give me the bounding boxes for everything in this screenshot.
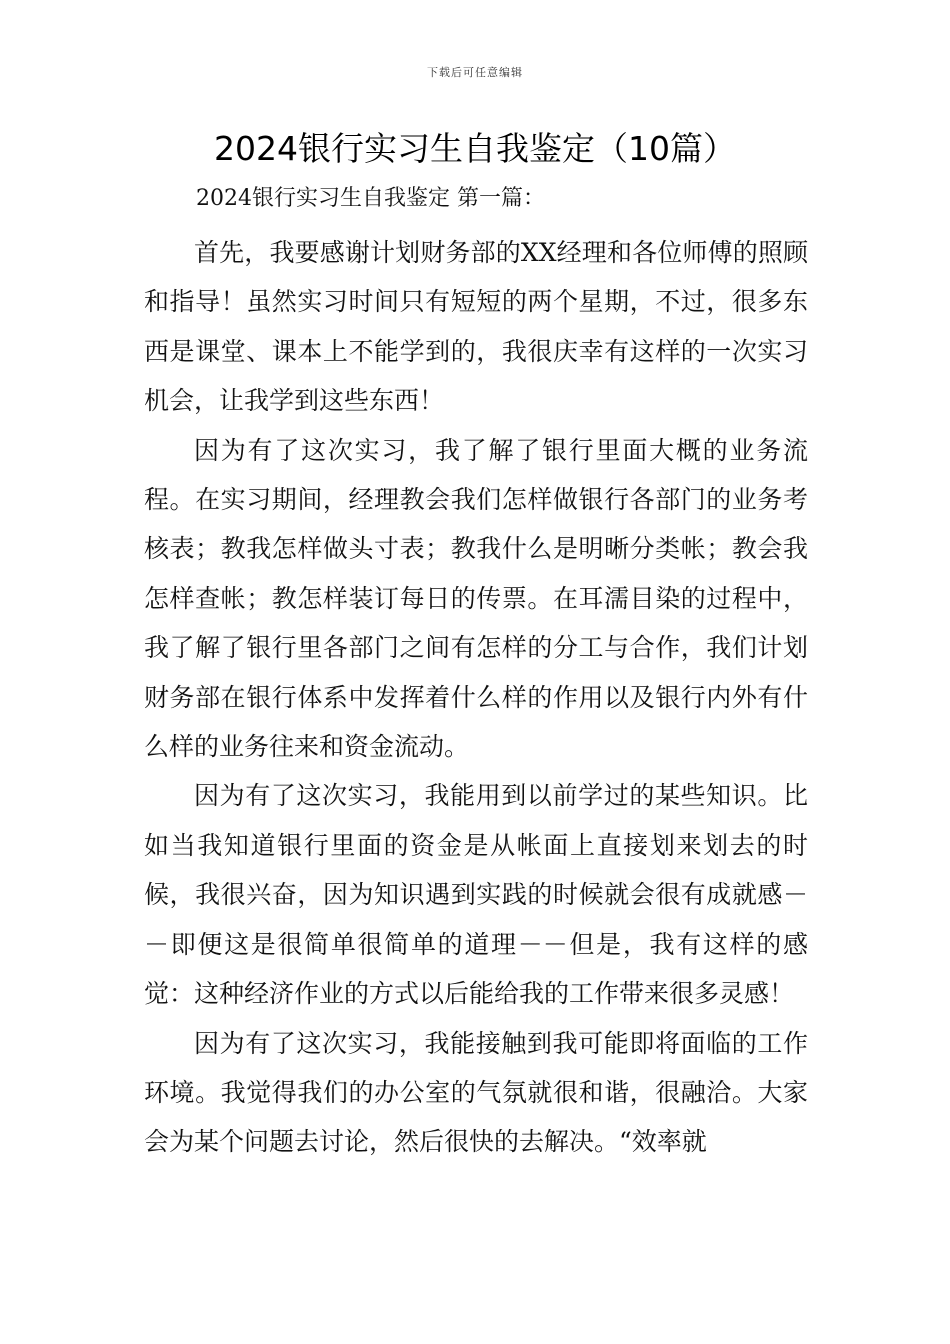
document-body	[144, 228, 808, 1167]
section-heading: 2024银行实习生自我鉴定 第一篇：	[196, 186, 545, 211]
document-title: 2024银行实习生自我鉴定（10篇）	[214, 129, 736, 168]
paragraph: 因为有了这次实习，我能接触到我可能即将面临的工作环境。我觉得我们的办公室的气氛就很和谐，很融洽。大家会为某个问题去讨论，然后很快的去解决。“效率就	[144, 1028, 808, 1157]
paragraph: 首先，我要感谢计划财务部的XX经理和各位师傅的照顾和指导！虽然实习时间只有短短的两个星期，不过，很多东西是课堂、课本上不能学到的，我很庆幸有这样的一次实习机会，让我学到这些东西！	[144, 238, 808, 416]
paragraph: 因为有了这次实习，我能用到以前学过的某些知识。比如当我知道银行里面的资金是从帐面上直接划来划去的时候，我很兴奋，因为知识遇到实践的时候就会很有成就感－－即便这是很简单很简单的道理－－但是，我有这样的感觉：这种经济作业的方式以后能给我的工作带来很多灵感！	[144, 781, 808, 1009]
header-note: 下载后可任意编辑	[427, 66, 523, 79]
paragraph: 因为有了这次实习，我了解了银行里面大概的业务流程。在实习期间，经理教会我们怎样做银行各部门的业务考核表；教我怎样做头寸表；教我什么是明晰分类帐；教会我怎样查帐；教怎样装订每日的传票。在耳濡目染的过程中，我了解了银行里各部门之间有怎样的分工与合作，我们计划财务部在银行体系中发挥着什么样的作用以及银行内外有什么样的业务往来和资金流动。	[144, 435, 808, 762]
